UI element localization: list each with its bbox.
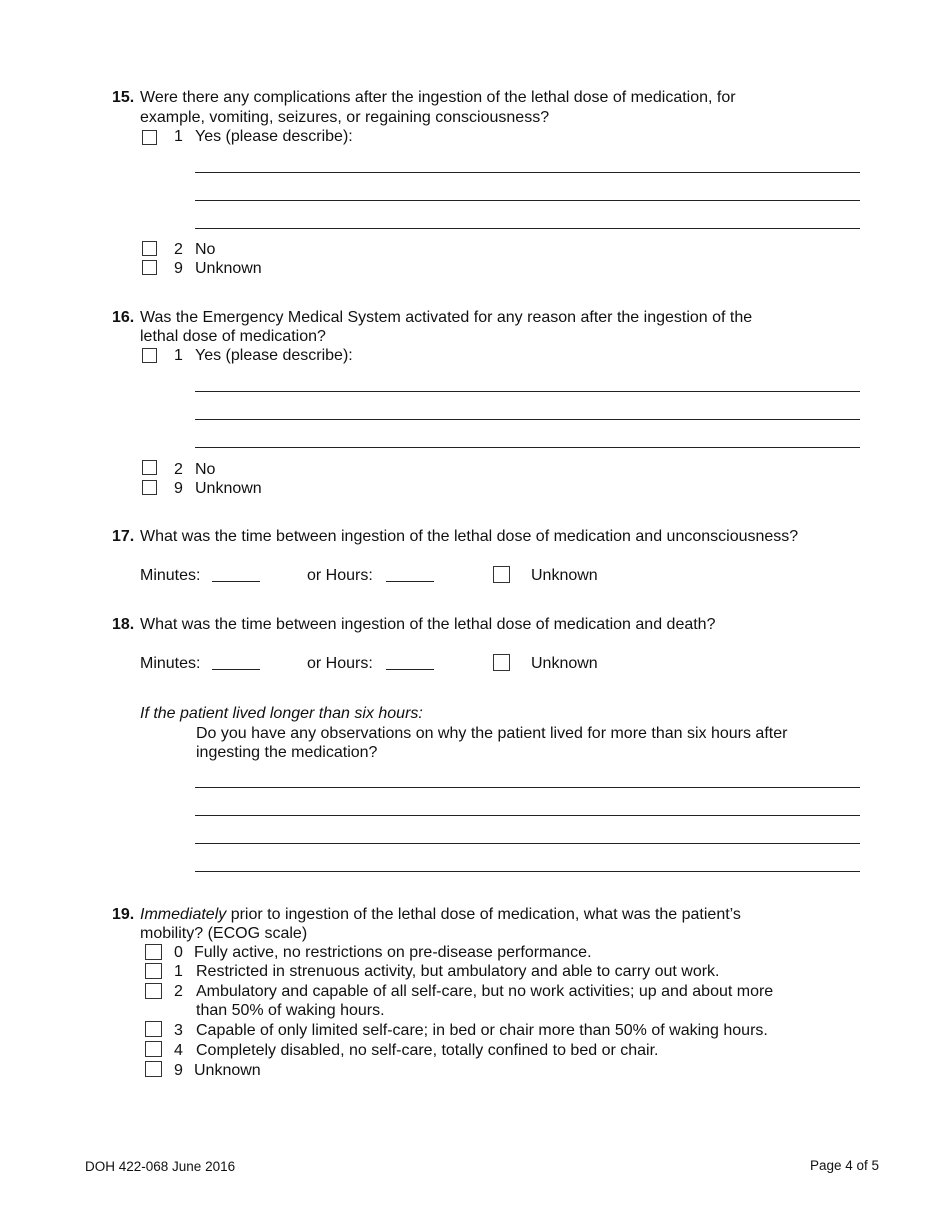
option-code: 3: [174, 1022, 183, 1039]
checkbox-ecog-2[interactable]: [145, 983, 162, 999]
option-code: 1: [174, 347, 183, 364]
question-text: Was the Emergency Medical System activated for any reason after the ingestion of the: [140, 309, 753, 326]
question-emphasis: Immediately: [140, 906, 227, 923]
observation-line[interactable]: [195, 843, 860, 844]
option-code: 2: [174, 241, 183, 258]
option-label: Restricted in strenuous activity, but ambulatory and able to carry out work.: [196, 963, 720, 980]
minutes-label: Minutes:: [140, 567, 201, 584]
minutes-input[interactable]: [212, 654, 260, 670]
option-label-cont: than 50% of waking hours.: [196, 1002, 385, 1019]
option-code: 2: [174, 461, 183, 478]
followup-condition: If the patient lived longer than six hours:: [140, 705, 423, 722]
option-code: 9: [174, 480, 183, 497]
question-number: 16.: [112, 309, 135, 326]
option-label: Completely disabled, no self-care, totally confined to bed or chair.: [196, 1042, 659, 1059]
option-label: Fully active, no restrictions on pre-disease performance.: [194, 944, 592, 961]
checkbox-unknown[interactable]: [493, 566, 510, 583]
minutes-input[interactable]: [212, 566, 260, 582]
observation-line[interactable]: [195, 871, 860, 872]
option-code: 1: [174, 128, 183, 145]
observation-line[interactable]: [195, 787, 860, 788]
checkbox-ecog-3[interactable]: [145, 1021, 162, 1037]
followup-question-cont: ingesting the medication?: [196, 744, 378, 761]
question-number: 19.: [112, 906, 135, 923]
describe-line[interactable]: [195, 200, 860, 201]
question-text-rest: prior to ingestion of the lethal dose of medication, what was the patient’s: [226, 906, 741, 923]
option-label: Unknown: [195, 260, 262, 277]
hours-label: or Hours:: [307, 655, 373, 672]
describe-line[interactable]: [195, 228, 860, 229]
checkbox-unknown[interactable]: [493, 654, 510, 671]
question-text: [140, 905, 741, 925]
option-code: 1: [174, 963, 183, 980]
checkbox-no[interactable]: [142, 241, 157, 256]
option-label: Unknown: [195, 480, 262, 497]
describe-line[interactable]: [195, 391, 860, 392]
unknown-label: Unknown: [531, 567, 598, 584]
checkbox-ecog-0[interactable]: [145, 944, 162, 960]
checkbox-unknown[interactable]: [142, 260, 157, 275]
followup-question: Do you have any observations on why the patient lived for more than six hours after: [196, 725, 788, 742]
describe-line[interactable]: [195, 447, 860, 448]
describe-line[interactable]: [195, 419, 860, 420]
hours-label: or Hours:: [307, 567, 373, 584]
page-number: Page 4 of 5: [810, 1158, 880, 1173]
option-code: 9: [174, 1062, 183, 1079]
form-id: DOH 422-068 June 2016: [85, 1159, 236, 1174]
question-text: Were there any complications after the ingestion of the lethal dose of medication, for: [140, 89, 736, 106]
option-label: No: [195, 461, 216, 478]
checkbox-ecog-9[interactable]: [145, 1061, 162, 1077]
checkbox-ecog-1[interactable]: [145, 963, 162, 979]
observation-line[interactable]: [195, 815, 860, 816]
question-text-cont: mobility? (ECOG scale): [140, 925, 308, 942]
option-label: Yes (please describe):: [195, 347, 353, 364]
hours-input[interactable]: [386, 654, 434, 670]
question-number: 17.: [112, 528, 135, 545]
option-label: Yes (please describe):: [195, 128, 353, 145]
hours-input[interactable]: [386, 566, 434, 582]
checkbox-yes[interactable]: [142, 348, 157, 363]
checkbox-no[interactable]: [142, 460, 157, 475]
minutes-label: Minutes:: [140, 655, 201, 672]
option-label: Capable of only limited self-care; in bed or chair more than 50% of waking hours.: [196, 1022, 768, 1039]
checkbox-ecog-4[interactable]: [145, 1041, 162, 1057]
describe-line[interactable]: [195, 172, 860, 173]
question-number: 18.: [112, 616, 135, 633]
unknown-label: Unknown: [531, 655, 598, 672]
question-text: What was the time between ingestion of the lethal dose of medication and unconsciousness?: [140, 528, 799, 545]
question-text: What was the time between ingestion of the lethal dose of medication and death?: [140, 616, 716, 633]
option-label: Unknown: [194, 1062, 261, 1079]
option-label: No: [195, 241, 216, 258]
question-number: 15.: [112, 89, 135, 106]
question-text-cont: example, vomiting, seizures, or regaining consciousness?: [140, 109, 550, 126]
option-code: 2: [174, 983, 183, 1000]
option-code: 9: [174, 260, 183, 277]
option-code: 4: [174, 1042, 183, 1059]
option-label: Ambulatory and capable of all self-care, but no work activities; up and about more: [196, 983, 774, 1000]
option-code: 0: [174, 944, 183, 961]
question-text-cont: lethal dose of medication?: [140, 328, 326, 345]
checkbox-unknown[interactable]: [142, 480, 157, 495]
checkbox-yes[interactable]: [142, 130, 157, 145]
